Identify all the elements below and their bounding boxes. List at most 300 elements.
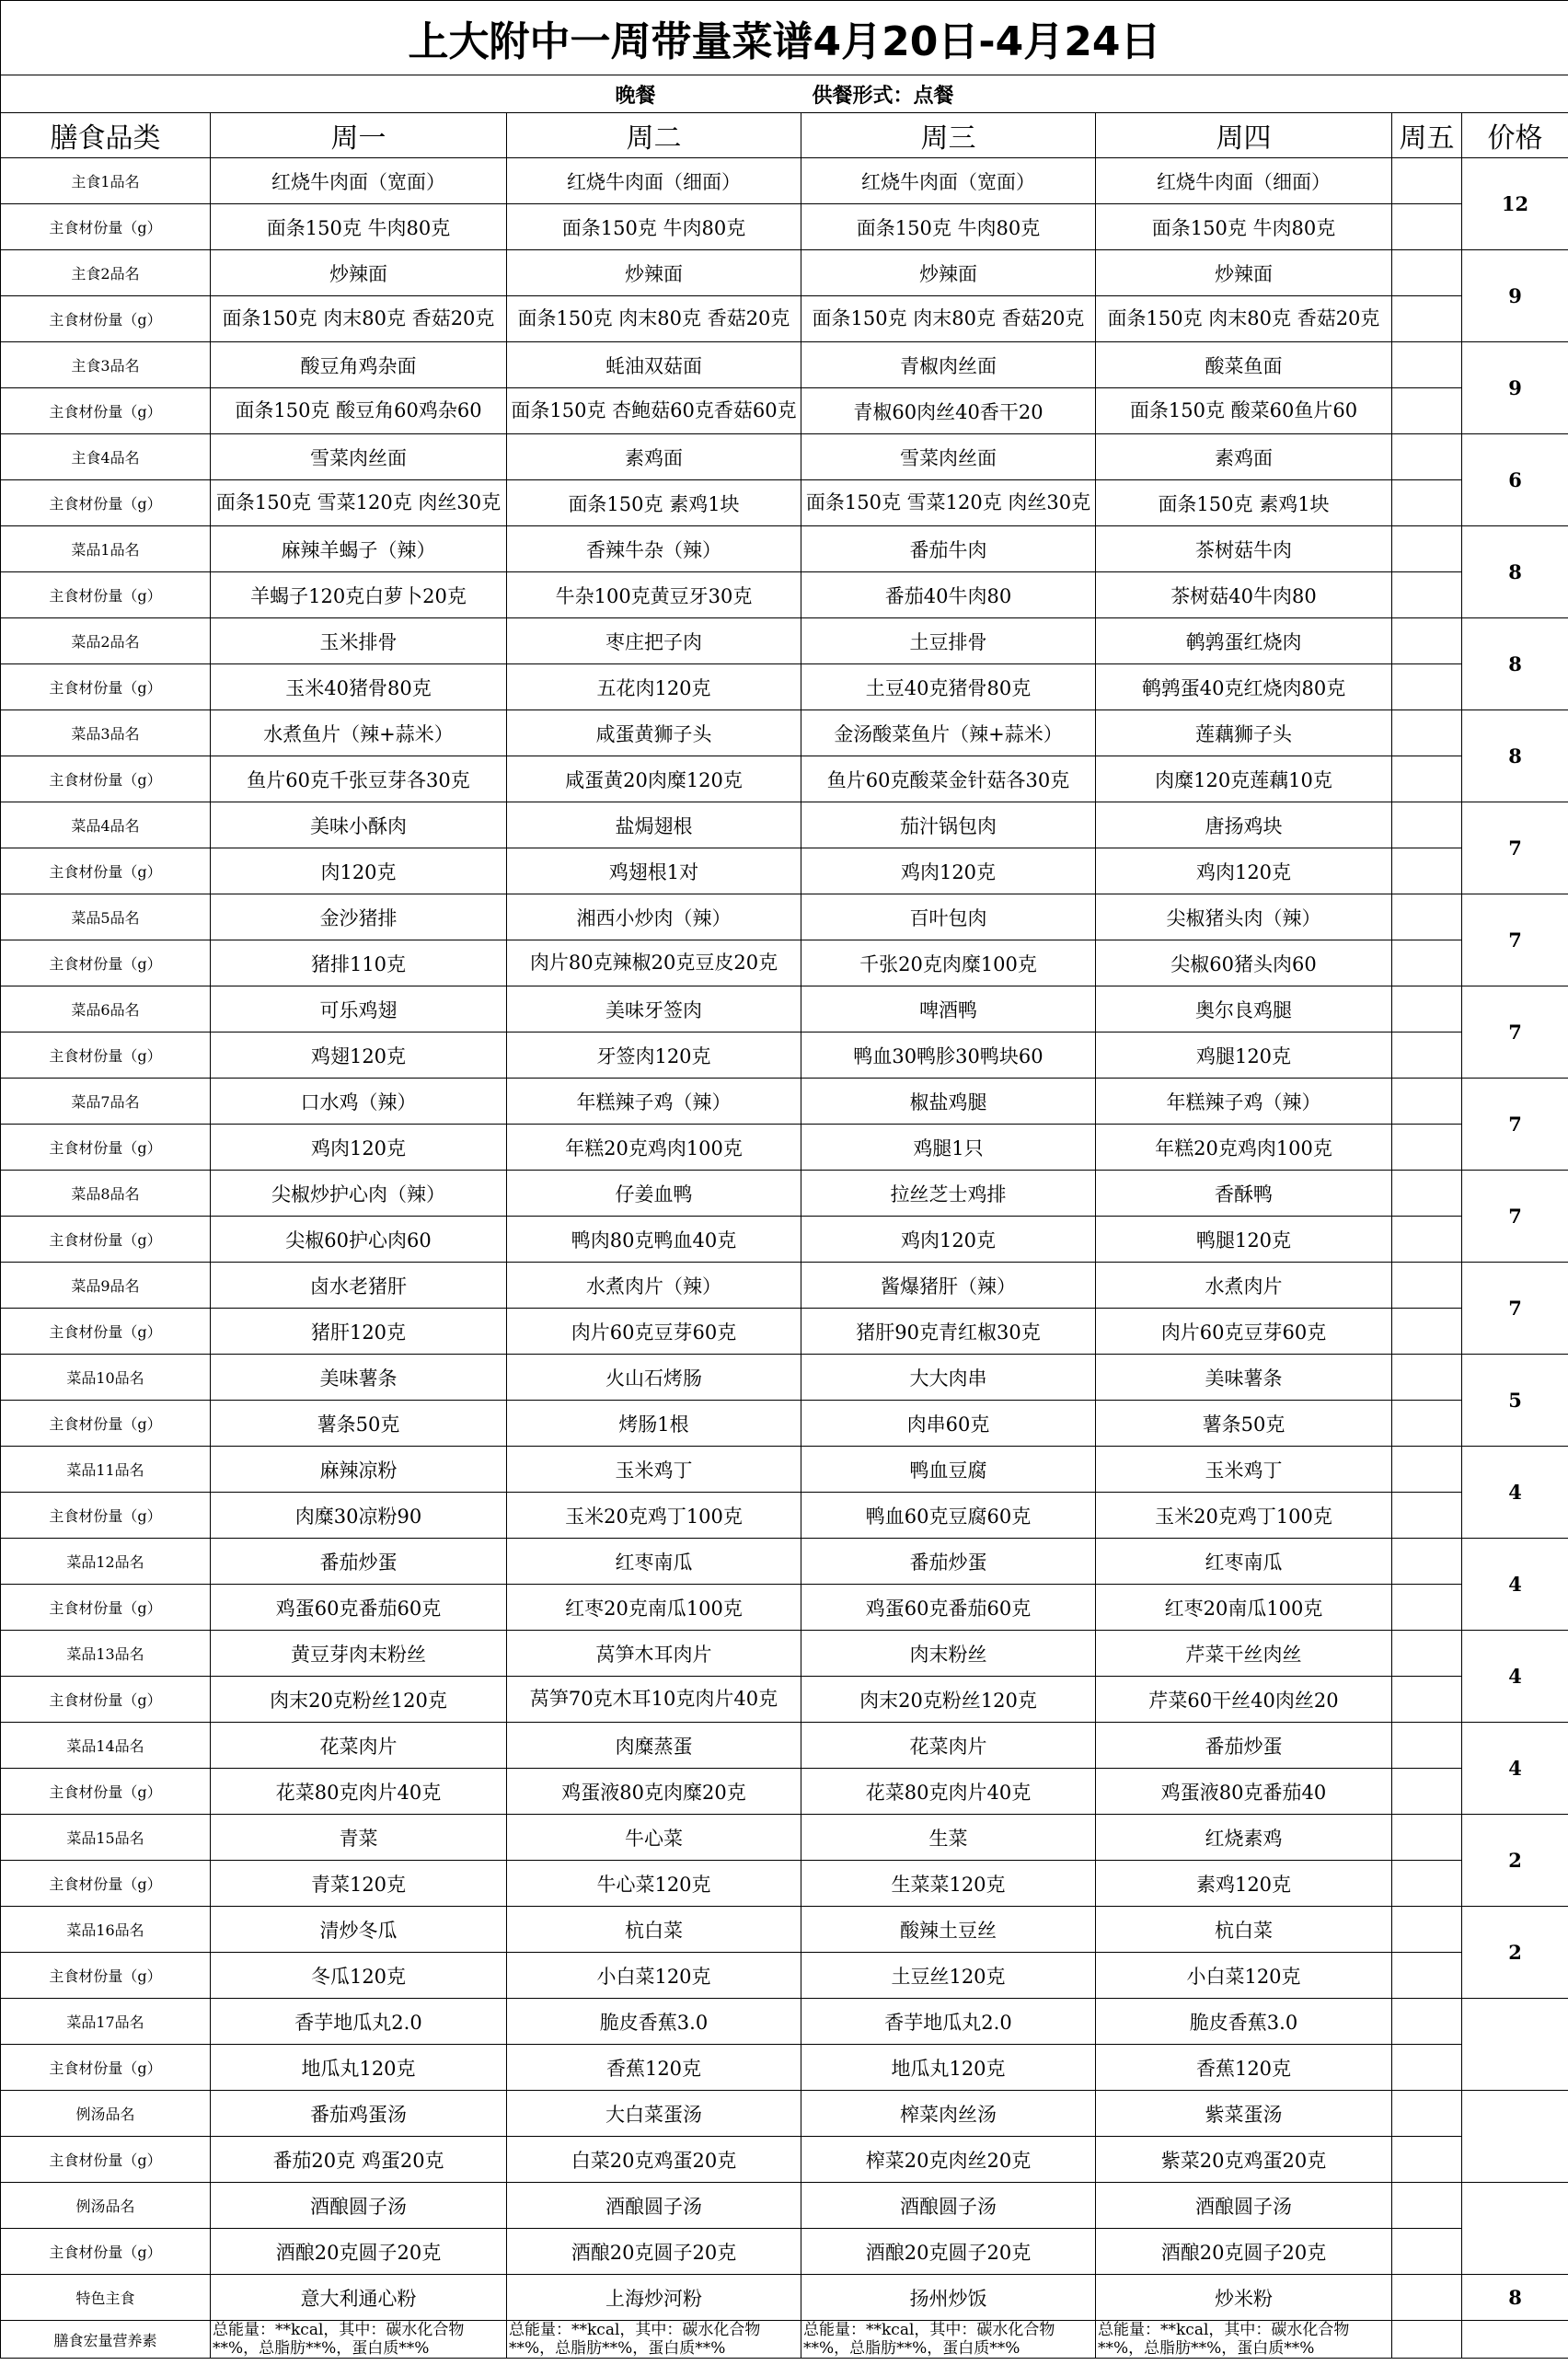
menu-cell: 青菜 bbox=[211, 1815, 507, 1861]
menu-cell: 雪菜肉丝面 bbox=[211, 434, 507, 480]
menu-cell: 酒酿圆子汤 bbox=[801, 2183, 1096, 2229]
menu-cell: 紫菜20克鸡蛋20克 bbox=[1096, 2137, 1392, 2183]
menu-cell: 红枣20南瓜100克 bbox=[1096, 1585, 1392, 1631]
friday-cell bbox=[1392, 480, 1462, 526]
table-row bbox=[1, 1769, 1568, 1815]
menu-cell: 鱼片60克酸菜金针菇各30克 bbox=[801, 756, 1096, 802]
menu-cell: 唐扬鸡块 bbox=[1096, 802, 1392, 848]
menu-cell: 美味薯条 bbox=[1096, 1355, 1392, 1401]
menu-cell: 面条150克 杏鲍菇60克香菇60克 bbox=[507, 388, 801, 434]
row-label: 菜品13品名 bbox=[1, 1631, 211, 1677]
row-label: 菜品1品名 bbox=[1, 526, 211, 572]
row-label: 菜品5品名 bbox=[1, 894, 211, 940]
menu-cell: 肉串60克 bbox=[801, 1401, 1096, 1447]
menu-cell: 香酥鸭 bbox=[1096, 1171, 1392, 1217]
row-label: 主食1品名 bbox=[1, 158, 211, 204]
menu-cell: 小白菜120克 bbox=[507, 1953, 801, 1999]
menu-cell: 冬瓜120克 bbox=[211, 1953, 507, 1999]
table-row bbox=[1, 158, 1568, 204]
menu-cell: 金汤酸菜鱼片（辣+蒜米） bbox=[801, 710, 1096, 756]
menu-cell: 生菜 bbox=[801, 1815, 1096, 1861]
menu-cell: 年糕20克鸡肉100克 bbox=[507, 1125, 801, 1171]
menu-cell: 青椒60肉丝40香干20 bbox=[801, 388, 1096, 434]
row-label: 主食4品名 bbox=[1, 434, 211, 480]
row-label: 菜品15品名 bbox=[1, 1815, 211, 1861]
menu-cell: 番茄牛肉 bbox=[801, 526, 1096, 572]
menu-cell: 炒辣面 bbox=[507, 250, 801, 296]
table-row bbox=[1, 1677, 1568, 1723]
menu-cell: 枣庄把子肉 bbox=[507, 618, 801, 664]
price-cell: 6 bbox=[1462, 434, 1568, 526]
table-row bbox=[1, 894, 1568, 940]
menu-cell: 鸡蛋60克番茄60克 bbox=[801, 1585, 1096, 1631]
friday-cell bbox=[1392, 342, 1462, 388]
menu-cell: 鸡蛋液80克肉糜20克 bbox=[507, 1769, 801, 1815]
friday-cell bbox=[1392, 756, 1462, 802]
table-row bbox=[1, 986, 1568, 1033]
menu-cell: 尖椒猪头肉（辣） bbox=[1096, 894, 1392, 940]
menu-cell: 肉片80克辣椒20克豆皮20克 bbox=[507, 940, 801, 986]
menu-cell: 面条150克 牛肉80克 bbox=[507, 204, 801, 250]
price-cell: 4 bbox=[1462, 1631, 1568, 1723]
friday-cell bbox=[1392, 1493, 1462, 1539]
menu-cell: 地瓜丸120克 bbox=[801, 2045, 1096, 2091]
friday-cell bbox=[1392, 618, 1462, 664]
header-category: 膳食品类 bbox=[1, 113, 211, 158]
row-label: 菜品17品名 bbox=[1, 1999, 211, 2045]
friday-cell bbox=[1392, 2275, 1462, 2321]
service-label: 供餐形式：点餐 bbox=[812, 83, 954, 108]
table-row bbox=[1, 1539, 1568, 1585]
menu-cell: 百叶包肉 bbox=[801, 894, 1096, 940]
friday-cell bbox=[1392, 1953, 1462, 1999]
menu-cell: 面条150克 雪菜120克 肉丝30克 bbox=[211, 480, 507, 526]
price-cell: 7 bbox=[1462, 986, 1568, 1079]
friday-cell bbox=[1392, 1999, 1462, 2045]
price-cell: 4 bbox=[1462, 1723, 1568, 1815]
row-label: 菜品8品名 bbox=[1, 1171, 211, 1217]
table-row bbox=[1, 1723, 1568, 1769]
nutrition-cell: 总能量：**kcal，其中：碳水化合物**%，总脂肪**%，蛋白质**% bbox=[507, 2321, 801, 2359]
table-row bbox=[1, 1631, 1568, 1677]
row-label: 主食材份量（g） bbox=[1, 1033, 211, 1079]
menu-cell: 盐焗翅根 bbox=[507, 802, 801, 848]
price-cell-empty bbox=[1462, 2321, 1568, 2359]
menu-cell: 脆皮香蕉3.0 bbox=[507, 1999, 801, 2045]
friday-cell bbox=[1392, 572, 1462, 618]
menu-cell: 杭白菜 bbox=[1096, 1907, 1392, 1953]
friday-cell bbox=[1392, 1677, 1462, 1723]
menu-cell: 茶树菇牛肉 bbox=[1096, 526, 1392, 572]
menu-cell: 玉米20克鸡丁100克 bbox=[507, 1493, 801, 1539]
table-row bbox=[1, 1079, 1568, 1125]
menu-cell: 黄豆芽肉末粉丝 bbox=[211, 1631, 507, 1677]
row-label: 主食材份量（g） bbox=[1, 1217, 211, 1263]
menu-cell: 鸡蛋液80克番茄40 bbox=[1096, 1769, 1392, 1815]
menu-cell: 面条150克 素鸡1块 bbox=[1096, 480, 1392, 526]
meal-label: 晚餐 bbox=[615, 83, 656, 108]
row-label: 特色主食 bbox=[1, 2275, 211, 2321]
menu-cell: 青菜120克 bbox=[211, 1861, 507, 1907]
menu-cell: 五花肉120克 bbox=[507, 664, 801, 710]
menu-cell: 鹌鹑蛋红烧肉 bbox=[1096, 618, 1392, 664]
menu-cell: 千张20克肉糜100克 bbox=[801, 940, 1096, 986]
menu-cell: 鸡翅120克 bbox=[211, 1033, 507, 1079]
friday-cell bbox=[1392, 940, 1462, 986]
row-label: 主食材份量（g） bbox=[1, 2045, 211, 2091]
row-label: 主食材份量（g） bbox=[1, 1125, 211, 1171]
table-row bbox=[1, 434, 1568, 480]
friday-cell bbox=[1392, 296, 1462, 342]
friday-cell bbox=[1392, 2321, 1462, 2359]
table-row bbox=[1, 1815, 1568, 1861]
menu-cell: 花菜80克肉片40克 bbox=[211, 1769, 507, 1815]
table-row bbox=[1, 2045, 1568, 2091]
menu-cell: 烤肠1根 bbox=[507, 1401, 801, 1447]
table-row bbox=[1, 1171, 1568, 1217]
menu-cell: 肉末20克粉丝120克 bbox=[211, 1677, 507, 1723]
menu-cell: 肉片60克豆芽60克 bbox=[507, 1309, 801, 1355]
menu-cell: 香蕉120克 bbox=[507, 2045, 801, 2091]
menu-cell: 鸭血30鸭胗30鸭块60 bbox=[801, 1033, 1096, 1079]
menu-cell: 红枣南瓜 bbox=[507, 1539, 801, 1585]
table-row bbox=[1, 1033, 1568, 1079]
table-row bbox=[1, 342, 1568, 388]
header-thu: 周四 bbox=[1096, 113, 1392, 158]
menu-cell: 花菜80克肉片40克 bbox=[801, 1769, 1096, 1815]
menu-cell: 玉米40猪骨80克 bbox=[211, 664, 507, 710]
menu-cell: 酒酿20克圆子20克 bbox=[211, 2229, 507, 2275]
menu-cell: 湘西小炒肉（辣） bbox=[507, 894, 801, 940]
table-row bbox=[1, 618, 1568, 664]
row-label: 主食材份量（g） bbox=[1, 1953, 211, 1999]
menu-cell: 美味牙签肉 bbox=[507, 986, 801, 1033]
friday-cell bbox=[1392, 1355, 1462, 1401]
row-label: 主食材份量（g） bbox=[1, 204, 211, 250]
menu-cell: 尖椒炒护心肉（辣） bbox=[211, 1171, 507, 1217]
table-row bbox=[1, 940, 1568, 986]
row-label: 主食材份量（g） bbox=[1, 1401, 211, 1447]
table-row bbox=[1, 1493, 1568, 1539]
menu-cell: 土豆排骨 bbox=[801, 618, 1096, 664]
row-label: 主食材份量（g） bbox=[1, 1309, 211, 1355]
friday-cell bbox=[1392, 1815, 1462, 1861]
menu-cell: 玉米鸡丁 bbox=[507, 1447, 801, 1493]
menu-cell: 炒辣面 bbox=[211, 250, 507, 296]
friday-cell bbox=[1392, 1907, 1462, 1953]
price-cell: 2 bbox=[1462, 1815, 1568, 1907]
menu-cell: 红枣20克南瓜100克 bbox=[507, 1585, 801, 1631]
friday-cell bbox=[1392, 848, 1462, 894]
menu-cell: 扬州炒饭 bbox=[801, 2275, 1096, 2321]
friday-cell bbox=[1392, 1585, 1462, 1631]
friday-cell bbox=[1392, 1539, 1462, 1585]
menu-cell: 牛心菜120克 bbox=[507, 1861, 801, 1907]
table-row bbox=[1, 802, 1568, 848]
menu-cell: 仔姜血鸭 bbox=[507, 1171, 801, 1217]
table-row bbox=[1, 1861, 1568, 1907]
friday-cell bbox=[1392, 2183, 1462, 2229]
price-cell: 12 bbox=[1462, 158, 1568, 250]
menu-cell: 莴笋70克木耳10克肉片40克 bbox=[507, 1677, 801, 1723]
friday-cell bbox=[1392, 1079, 1462, 1125]
menu-cell: 鸡翅根1对 bbox=[507, 848, 801, 894]
menu-cell: 香辣牛杂（辣） bbox=[507, 526, 801, 572]
menu-cell: 面条150克 肉末80克 香菇20克 bbox=[1096, 296, 1392, 342]
row-label: 主食材份量（g） bbox=[1, 1769, 211, 1815]
table-row bbox=[1, 204, 1568, 250]
menu-cell: 红烧牛肉面（宽面） bbox=[211, 158, 507, 204]
header-wed: 周三 bbox=[801, 113, 1096, 158]
menu-cell: 蚝油双菇面 bbox=[507, 342, 801, 388]
price-cell: 7 bbox=[1462, 1079, 1568, 1171]
friday-cell bbox=[1392, 1861, 1462, 1907]
price-cell: 8 bbox=[1462, 526, 1568, 618]
menu-cell: 雪菜肉丝面 bbox=[801, 434, 1096, 480]
price-cell: 9 bbox=[1462, 250, 1568, 342]
friday-cell bbox=[1392, 986, 1462, 1033]
friday-cell bbox=[1392, 802, 1462, 848]
table-row bbox=[1, 756, 1568, 802]
table-row bbox=[1, 1263, 1568, 1309]
menu-cell: 面条150克 酸菜60鱼片60 bbox=[1096, 388, 1392, 434]
friday-cell bbox=[1392, 664, 1462, 710]
row-label: 主食材份量（g） bbox=[1, 2137, 211, 2183]
menu-cell: 番茄40牛肉80 bbox=[801, 572, 1096, 618]
friday-cell bbox=[1392, 1631, 1462, 1677]
menu-cell: 鸡蛋60克番茄60克 bbox=[211, 1585, 507, 1631]
menu-cell: 猪肝120克 bbox=[211, 1309, 507, 1355]
menu-cell: 酒酿圆子汤 bbox=[507, 2183, 801, 2229]
row-label: 菜品10品名 bbox=[1, 1355, 211, 1401]
menu-cell: 素鸡120克 bbox=[1096, 1861, 1392, 1907]
menu-cell: 面条150克 肉末80克 香菇20克 bbox=[507, 296, 801, 342]
menu-cell: 紫菜蛋汤 bbox=[1096, 2091, 1392, 2137]
menu-cell: 酒酿20克圆子20克 bbox=[801, 2229, 1096, 2275]
header-fri: 周五 bbox=[1392, 113, 1462, 158]
menu-cell: 番茄鸡蛋汤 bbox=[211, 2091, 507, 2137]
header-row bbox=[1, 113, 1568, 158]
menu-cell: 酸菜鱼面 bbox=[1096, 342, 1392, 388]
row-label: 主食材份量（g） bbox=[1, 1585, 211, 1631]
row-label: 主食材份量（g） bbox=[1, 388, 211, 434]
menu-cell: 羊蝎子120克白萝卜20克 bbox=[211, 572, 507, 618]
menu-cell: 小白菜120克 bbox=[1096, 1953, 1392, 1999]
menu-cell: 水煮肉片（辣） bbox=[507, 1263, 801, 1309]
header-mon: 周一 bbox=[211, 113, 507, 158]
price-cell: 8 bbox=[1462, 2275, 1568, 2321]
menu-cell: 肉糜30凉粉90 bbox=[211, 1493, 507, 1539]
menu-cell: 麻辣凉粉 bbox=[211, 1447, 507, 1493]
menu-cell: 面条150克 牛肉80克 bbox=[1096, 204, 1392, 250]
friday-cell bbox=[1392, 1401, 1462, 1447]
row-label: 菜品11品名 bbox=[1, 1447, 211, 1493]
price-cell: 9 bbox=[1462, 342, 1568, 434]
price-cell: 7 bbox=[1462, 894, 1568, 986]
friday-cell bbox=[1392, 204, 1462, 250]
menu-cell: 花菜肉片 bbox=[211, 1723, 507, 1769]
row-label: 主食3品名 bbox=[1, 342, 211, 388]
menu-cell: 年糕20克鸡肉100克 bbox=[1096, 1125, 1392, 1171]
menu-cell: 椒盐鸡腿 bbox=[801, 1079, 1096, 1125]
menu-cell: 素鸡面 bbox=[507, 434, 801, 480]
table-row bbox=[1, 2183, 1568, 2229]
menu-cell: 啤酒鸭 bbox=[801, 986, 1096, 1033]
row-label: 菜品12品名 bbox=[1, 1539, 211, 1585]
menu-cell: 鸭血60克豆腐60克 bbox=[801, 1493, 1096, 1539]
menu-cell: 番茄炒蛋 bbox=[801, 1539, 1096, 1585]
row-label: 主食材份量（g） bbox=[1, 756, 211, 802]
menu-cell: 火山石烤肠 bbox=[507, 1355, 801, 1401]
friday-cell bbox=[1392, 1309, 1462, 1355]
table-row bbox=[1, 1401, 1568, 1447]
price-cell: 7 bbox=[1462, 1263, 1568, 1355]
menu-cell: 酱爆猪肝（辣） bbox=[801, 1263, 1096, 1309]
menu-cell: 肉片60克豆芽60克 bbox=[1096, 1309, 1392, 1355]
table-row bbox=[1, 664, 1568, 710]
row-label: 菜品6品名 bbox=[1, 986, 211, 1033]
menu-cell: 鸡腿1只 bbox=[801, 1125, 1096, 1171]
menu-cell: 脆皮香蕉3.0 bbox=[1096, 1999, 1392, 2045]
price-cell: 4 bbox=[1462, 1447, 1568, 1539]
row-label: 主食材份量（g） bbox=[1, 1861, 211, 1907]
menu-cell: 面条150克 肉末80克 香菇20克 bbox=[211, 296, 507, 342]
menu-cell: 拉丝芝士鸡排 bbox=[801, 1171, 1096, 1217]
menu-cell: 番茄炒蛋 bbox=[211, 1539, 507, 1585]
menu-cell: 榨菜20克肉丝20克 bbox=[801, 2137, 1096, 2183]
menu-cell: 猪肝90克青红椒30克 bbox=[801, 1309, 1096, 1355]
menu-cell: 美味小酥肉 bbox=[211, 802, 507, 848]
table-row bbox=[1, 1217, 1568, 1263]
header-tue: 周二 bbox=[507, 113, 801, 158]
row-label: 菜品16品名 bbox=[1, 1907, 211, 1953]
friday-cell bbox=[1392, 1033, 1462, 1079]
menu-cell: 面条150克 雪菜120克 肉丝30克 bbox=[801, 480, 1096, 526]
friday-cell bbox=[1392, 2229, 1462, 2275]
row-label: 例汤品名 bbox=[1, 2091, 211, 2137]
friday-cell bbox=[1392, 710, 1462, 756]
menu-cell: 鱼片60克千张豆芽各30克 bbox=[211, 756, 507, 802]
table-row bbox=[1, 2229, 1568, 2275]
menu-cell: 猪排110克 bbox=[211, 940, 507, 986]
menu-cell: 奥尔良鸡腿 bbox=[1096, 986, 1392, 1033]
menu-cell: 金沙猪排 bbox=[211, 894, 507, 940]
menu-cell: 美味薯条 bbox=[211, 1355, 507, 1401]
menu-cell: 面条150克 酸豆角60鸡杂60 bbox=[211, 388, 507, 434]
friday-cell bbox=[1392, 894, 1462, 940]
menu-cell: 咸蛋黄狮子头 bbox=[507, 710, 801, 756]
menu-cell: 鸡肉120克 bbox=[211, 1125, 507, 1171]
row-label: 菜品14品名 bbox=[1, 1723, 211, 1769]
menu-cell: 肉末20克粉丝120克 bbox=[801, 1677, 1096, 1723]
row-label: 主食材份量（g） bbox=[1, 664, 211, 710]
friday-cell bbox=[1392, 1263, 1462, 1309]
friday-cell bbox=[1392, 1723, 1462, 1769]
menu-cell: 香芋地瓜丸2.0 bbox=[211, 1999, 507, 2045]
menu-cell: 面条150克 素鸡1块 bbox=[507, 480, 801, 526]
menu-cell: 红烧素鸡 bbox=[1096, 1815, 1392, 1861]
menu-cell: 玉米鸡丁 bbox=[1096, 1447, 1392, 1493]
friday-cell bbox=[1392, 1125, 1462, 1171]
menu-cell: 肉糜蒸蛋 bbox=[507, 1723, 801, 1769]
menu-cell: 年糕辣子鸡（辣） bbox=[1096, 1079, 1392, 1125]
friday-cell bbox=[1392, 250, 1462, 296]
menu-cell: 鸡肉120克 bbox=[801, 848, 1096, 894]
menu-cell: 玉米20克鸡丁100克 bbox=[1096, 1493, 1392, 1539]
menu-cell: 薯条50克 bbox=[1096, 1401, 1392, 1447]
menu-cell: 清炒冬瓜 bbox=[211, 1907, 507, 1953]
menu-cell: 酸豆角鸡杂面 bbox=[211, 342, 507, 388]
menu-cell: 牛心菜 bbox=[507, 1815, 801, 1861]
menu-cell: 鸡肉120克 bbox=[1096, 848, 1392, 894]
nutrition-cell: 总能量：**kcal，其中：碳水化合物**%，总脂肪**%，蛋白质**% bbox=[1096, 2321, 1392, 2359]
row-label: 菜品3品名 bbox=[1, 710, 211, 756]
menu-cell: 芹菜60干丝40肉丝20 bbox=[1096, 1677, 1392, 1723]
friday-cell bbox=[1392, 1171, 1462, 1217]
price-cell: 4 bbox=[1462, 1539, 1568, 1631]
table-row bbox=[1, 1355, 1568, 1401]
table-row bbox=[1, 1585, 1568, 1631]
menu-cell: 口水鸡（辣） bbox=[211, 1079, 507, 1125]
table-row bbox=[1, 250, 1568, 296]
menu-cell: 白菜20克鸡蛋20克 bbox=[507, 2137, 801, 2183]
price-cell: 8 bbox=[1462, 618, 1568, 710]
row-label: 主食材份量（g） bbox=[1, 480, 211, 526]
menu-cell: 上海炒河粉 bbox=[507, 2275, 801, 2321]
menu-cell: 地瓜丸120克 bbox=[211, 2045, 507, 2091]
friday-cell bbox=[1392, 1447, 1462, 1493]
friday-cell bbox=[1392, 526, 1462, 572]
nutrition-cell: 总能量：**kcal，其中：碳水化合物**%，总脂肪**%，蛋白质**% bbox=[801, 2321, 1096, 2359]
table-row bbox=[1, 2137, 1568, 2183]
menu-cell: 酸辣土豆丝 bbox=[801, 1907, 1096, 1953]
menu-cell: 土豆40克猪骨80克 bbox=[801, 664, 1096, 710]
table-row bbox=[1, 388, 1568, 434]
menu-cell: 杭白菜 bbox=[507, 1907, 801, 1953]
table-row bbox=[1, 572, 1568, 618]
menu-cell: 茶树菇40牛肉80 bbox=[1096, 572, 1392, 618]
nutrition-row bbox=[1, 2321, 1568, 2359]
menu-cell: 莴笋木耳肉片 bbox=[507, 1631, 801, 1677]
price-cell: 7 bbox=[1462, 1171, 1568, 1263]
table-row bbox=[1, 1999, 1568, 2045]
price-cell bbox=[1462, 1999, 1568, 2091]
menu-cell: 生菜菜120克 bbox=[801, 1861, 1096, 1907]
menu-cell: 香芋地瓜丸2.0 bbox=[801, 1999, 1096, 2045]
table-row bbox=[1, 480, 1568, 526]
menu-cell: 鸭血豆腐 bbox=[801, 1447, 1096, 1493]
menu-cell: 红烧牛肉面（宽面） bbox=[801, 158, 1096, 204]
menu-cell: 红枣南瓜 bbox=[1096, 1539, 1392, 1585]
menu-cell: 香蕉120克 bbox=[1096, 2045, 1392, 2091]
row-label: 例汤品名 bbox=[1, 2183, 211, 2229]
row-label: 主食材份量（g） bbox=[1, 940, 211, 986]
menu-cell: 薯条50克 bbox=[211, 1401, 507, 1447]
table-row bbox=[1, 526, 1568, 572]
menu-cell: 鹌鹑蛋40克红烧肉80克 bbox=[1096, 664, 1392, 710]
nutrition-label: 膳食宏量营养素 bbox=[1, 2321, 211, 2359]
menu-cell: 面条150克 肉末80克 香菇20克 bbox=[801, 296, 1096, 342]
menu-cell: 番茄20克 鸡蛋20克 bbox=[211, 2137, 507, 2183]
menu-cell: 芹菜干丝肉丝 bbox=[1096, 1631, 1392, 1677]
price-cell: 7 bbox=[1462, 802, 1568, 894]
menu-cell: 红烧牛肉面（细面） bbox=[507, 158, 801, 204]
menu-cell: 年糕辣子鸡（辣） bbox=[507, 1079, 801, 1125]
friday-cell bbox=[1392, 2091, 1462, 2137]
menu-cell: 炒辣面 bbox=[1096, 250, 1392, 296]
row-label: 菜品9品名 bbox=[1, 1263, 211, 1309]
menu-cell: 肉糜120克莲藕10克 bbox=[1096, 756, 1392, 802]
